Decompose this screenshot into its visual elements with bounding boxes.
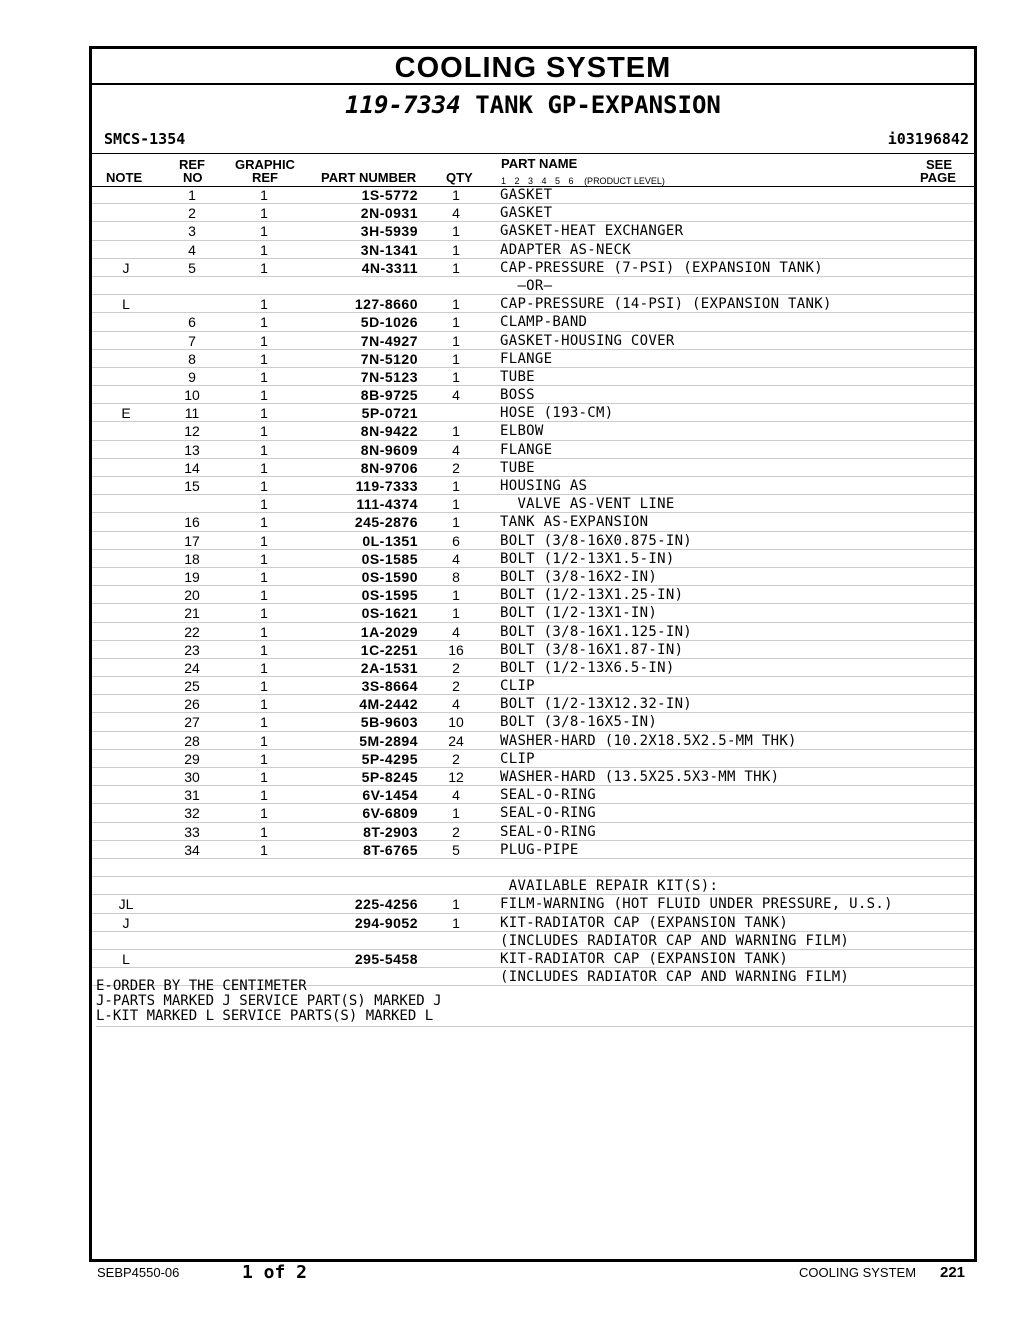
table-row bbox=[92, 568, 974, 586]
row-graphic-ref: 1 bbox=[260, 696, 268, 713]
row-part-number: 4M-2442 bbox=[359, 696, 418, 713]
illustration-id: i03196842 bbox=[887, 130, 969, 148]
row-qty: 1 bbox=[452, 259, 460, 276]
row-part-number: 0S-1585 bbox=[361, 550, 418, 567]
row-qty: 1 bbox=[452, 350, 460, 367]
row-part-name: PLUG-PIPE bbox=[500, 841, 579, 858]
row-part-name: —OR— bbox=[500, 277, 553, 294]
row-ref-no: 22 bbox=[184, 623, 200, 640]
row-part-name: BOLT (3/8-16X5-IN) bbox=[500, 714, 658, 731]
table-row bbox=[92, 623, 974, 641]
row-graphic-ref: 1 bbox=[260, 332, 268, 349]
header-ref-2: NO bbox=[183, 170, 203, 185]
row-ref-no: 8 bbox=[188, 350, 196, 367]
group-name: TANK GP-EXPANSION bbox=[475, 91, 721, 119]
row-ref-no: 25 bbox=[184, 678, 200, 695]
parts-table-body bbox=[92, 186, 974, 986]
row-part-number: 8T-2903 bbox=[363, 823, 418, 840]
table-row bbox=[92, 459, 974, 477]
table-row bbox=[92, 350, 974, 368]
table-row bbox=[92, 950, 974, 968]
row-part-name: CLIP bbox=[500, 750, 535, 767]
row-qty: 4 bbox=[452, 696, 460, 713]
row-ref-no: 2 bbox=[188, 205, 196, 222]
row-part-name: (INCLUDES RADIATOR CAP AND WARNING FILM) bbox=[500, 932, 850, 949]
section-title: COOLING SYSTEM bbox=[92, 49, 974, 85]
row-part-name: TANK AS-EXPANSION bbox=[500, 514, 649, 531]
table-row bbox=[92, 241, 974, 259]
row-qty: 1 bbox=[452, 478, 460, 494]
row-ref-no: 34 bbox=[184, 841, 200, 858]
row-ref-no: 28 bbox=[184, 732, 200, 749]
row-qty: 2 bbox=[452, 823, 460, 840]
row-part-name: FLANGE bbox=[500, 350, 553, 367]
row-part-number: 127-8660 bbox=[354, 296, 418, 313]
row-note: L bbox=[122, 296, 130, 313]
row-graphic-ref: 1 bbox=[260, 550, 268, 567]
table-row bbox=[92, 186, 974, 204]
row-graphic-ref: 1 bbox=[260, 587, 268, 604]
row-part-number: 5D-1026 bbox=[360, 314, 418, 331]
row-part-name: KIT-RADIATOR CAP (EXPANSION TANK) bbox=[500, 914, 789, 931]
row-graphic-ref: 1 bbox=[260, 223, 268, 240]
row-part-number: 5M-2894 bbox=[359, 732, 418, 749]
row-part-name: SEAL-O-RING bbox=[500, 787, 597, 804]
row-graphic-ref: 1 bbox=[260, 714, 268, 731]
row-graphic-ref: 1 bbox=[260, 769, 268, 785]
note-line: E-ORDER BY THE CENTIMETER bbox=[96, 978, 307, 994]
row-graphic-ref: 1 bbox=[260, 641, 268, 658]
row-graphic-ref: 1 bbox=[260, 841, 268, 858]
row-qty: 8 bbox=[452, 568, 460, 585]
header-see-2: PAGE bbox=[920, 170, 956, 185]
row-part-name: WASHER-HARD (13.5X25.5X3-MM THK) bbox=[500, 769, 780, 785]
row-graphic-ref: 1 bbox=[260, 205, 268, 222]
row-graphic-ref: 1 bbox=[260, 568, 268, 585]
row-ref-no: 26 bbox=[184, 696, 200, 713]
table-row bbox=[92, 404, 974, 422]
table-row bbox=[92, 786, 974, 804]
row-note: E bbox=[121, 405, 131, 422]
footer-page-of: 1 of 2 bbox=[242, 1262, 308, 1283]
row-part-number: 119-7333 bbox=[355, 478, 418, 494]
row-ref-no: 31 bbox=[184, 787, 200, 804]
row-ref-no: 4 bbox=[188, 241, 196, 258]
row-note: J bbox=[122, 259, 130, 276]
footer-page-number: 221 bbox=[940, 1264, 966, 1281]
row-part-name: HOSE (193-CM) bbox=[500, 405, 614, 422]
table-row bbox=[92, 895, 974, 913]
table-row bbox=[92, 513, 974, 531]
header-graphic-2: REF bbox=[252, 170, 278, 185]
row-ref-no: 32 bbox=[184, 805, 200, 822]
row-part-number: 8B-9725 bbox=[360, 387, 418, 404]
row-ref-no: 1 bbox=[188, 187, 196, 203]
row-qty: 16 bbox=[448, 641, 464, 658]
table-row bbox=[92, 695, 974, 713]
row-part-number: 5B-9603 bbox=[360, 714, 418, 731]
table-row bbox=[92, 732, 974, 750]
row-qty: 4 bbox=[452, 787, 460, 804]
row-part-name: CLIP bbox=[500, 678, 535, 695]
row-part-number: 3N-1341 bbox=[360, 241, 418, 258]
row-part-name: (INCLUDES RADIATOR CAP AND WARNING FILM) bbox=[500, 969, 850, 986]
note-line: J-PARTS MARKED J SERVICE PART(S) MARKED J bbox=[96, 993, 442, 1009]
row-part-name: GASKET bbox=[500, 205, 553, 222]
row-part-number: 245-2876 bbox=[354, 514, 418, 531]
row-graphic-ref: 1 bbox=[260, 787, 268, 804]
table-row bbox=[92, 386, 974, 404]
smcs-code: SMCS-1354 bbox=[104, 130, 186, 148]
row-graphic-ref: 1 bbox=[260, 350, 268, 367]
table-row bbox=[92, 532, 974, 550]
row-qty: 4 bbox=[452, 550, 460, 567]
row-graphic-ref: 1 bbox=[260, 405, 268, 422]
table-row bbox=[92, 713, 974, 731]
row-part-number: 7N-5120 bbox=[360, 350, 418, 367]
row-part-name: BOLT (1/2-13X1-IN) bbox=[500, 605, 658, 622]
row-graphic-ref: 1 bbox=[260, 805, 268, 822]
row-ref-no: 11 bbox=[184, 405, 200, 422]
header-ref-1: REF bbox=[179, 157, 205, 172]
table-row bbox=[92, 295, 974, 313]
table-row bbox=[92, 768, 974, 786]
row-part-number: 3S-8664 bbox=[361, 678, 418, 695]
table-row bbox=[92, 641, 974, 659]
row-qty: 1 bbox=[452, 223, 460, 240]
row-part-name: GASKET bbox=[500, 187, 553, 203]
table-row bbox=[92, 804, 974, 822]
table-row bbox=[92, 368, 974, 386]
row-ref-no: 27 bbox=[184, 714, 200, 731]
row-part-name: BOLT (3/8-16X0.875-IN) bbox=[500, 532, 693, 549]
row-part-number: 2A-1531 bbox=[360, 659, 418, 676]
row-graphic-ref: 1 bbox=[260, 605, 268, 622]
row-graphic-ref: 1 bbox=[260, 823, 268, 840]
row-part-name: KIT-RADIATOR CAP (EXPANSION TANK) bbox=[500, 950, 789, 967]
row-qty: 1 bbox=[452, 332, 460, 349]
row-part-number: 6V-6809 bbox=[362, 805, 418, 822]
row-ref-no: 9 bbox=[188, 368, 196, 385]
row-qty: 1 bbox=[452, 605, 460, 622]
row-qty: 1 bbox=[452, 896, 460, 913]
row-part-name: WASHER-HARD (10.2X18.5X2.5-MM THK) bbox=[500, 732, 797, 749]
row-part-number: 0L-1351 bbox=[362, 532, 418, 549]
row-part-name: FILM-WARNING (HOT FLUID UNDER PRESSURE, U.S.) bbox=[500, 896, 893, 913]
row-graphic-ref: 1 bbox=[260, 732, 268, 749]
row-graphic-ref: 1 bbox=[260, 296, 268, 313]
table-row bbox=[92, 277, 974, 295]
row-qty: 1 bbox=[452, 241, 460, 258]
row-part-number: 0S-1590 bbox=[361, 568, 418, 585]
row-ref-no: 3 bbox=[188, 223, 196, 240]
row-part-name: TUBE bbox=[500, 368, 535, 385]
row-part-name: ELBOW bbox=[500, 423, 544, 440]
row-qty: 6 bbox=[452, 532, 460, 549]
row-part-number: 8N-9609 bbox=[360, 441, 418, 458]
row-qty: 12 bbox=[448, 769, 464, 785]
row-part-name: CAP-PRESSURE (14-PSI) (EXPANSION TANK) bbox=[500, 296, 832, 313]
row-ref-no: 6 bbox=[188, 314, 196, 331]
row-part-name: BOLT (1/2-13X12.32-IN) bbox=[500, 696, 693, 713]
table-header bbox=[92, 153, 974, 187]
row-part-number: 1C-2251 bbox=[360, 641, 418, 658]
row-part-number: 1A-2029 bbox=[360, 623, 418, 640]
table-row bbox=[92, 750, 974, 768]
row-part-number: 2N-0931 bbox=[360, 205, 418, 222]
table-row bbox=[92, 550, 974, 568]
row-qty: 2 bbox=[452, 750, 460, 767]
row-qty: 1 bbox=[452, 914, 460, 931]
table-row bbox=[92, 495, 974, 513]
header-graphic-1: GRAPHIC bbox=[235, 157, 295, 172]
row-part-number: 0S-1621 bbox=[361, 605, 418, 622]
table-row bbox=[92, 841, 974, 859]
row-graphic-ref: 1 bbox=[260, 459, 268, 476]
row-part-name: BOLT (3/8-16X1.125-IN) bbox=[500, 623, 693, 640]
row-part-name: BOLT (3/8-16X2-IN) bbox=[500, 568, 658, 585]
group-title bbox=[92, 91, 974, 119]
row-part-name: CLAMP-BAND bbox=[500, 314, 588, 331]
row-graphic-ref: 1 bbox=[260, 514, 268, 531]
row-part-number: 294-9052 bbox=[354, 914, 418, 931]
row-part-name: FLANGE bbox=[500, 441, 553, 458]
row-graphic-ref: 1 bbox=[260, 423, 268, 440]
row-ref-no: 30 bbox=[184, 769, 200, 785]
table-row bbox=[92, 259, 974, 277]
row-qty: 2 bbox=[452, 659, 460, 676]
row-ref-no: 16 bbox=[184, 514, 200, 531]
row-qty: 24 bbox=[448, 732, 464, 749]
note-line: L-KIT MARKED L SERVICE PARTS(S) MARKED L bbox=[96, 1008, 434, 1024]
row-graphic-ref: 1 bbox=[260, 259, 268, 276]
header-part-name: PART NAME bbox=[501, 156, 578, 171]
row-ref-no: 12 bbox=[184, 423, 200, 440]
row-part-number: 5P-8245 bbox=[361, 769, 418, 785]
table-row bbox=[92, 422, 974, 440]
table-row bbox=[92, 204, 974, 222]
row-qty: 1 bbox=[452, 296, 460, 313]
row-ref-no: 33 bbox=[184, 823, 200, 840]
row-part-name: AVAILABLE REPAIR KIT(S): bbox=[500, 878, 719, 895]
row-qty: 10 bbox=[448, 714, 464, 731]
row-ref-no: 13 bbox=[184, 441, 200, 458]
header-see-1: SEE bbox=[926, 157, 953, 172]
row-part-number: 8N-9706 bbox=[360, 459, 418, 476]
header-part-number: PART NUMBER bbox=[321, 170, 417, 185]
row-part-number: 6V-1454 bbox=[362, 787, 418, 804]
table-row bbox=[92, 604, 974, 622]
table-row bbox=[92, 441, 974, 459]
table-row bbox=[92, 877, 974, 895]
table-row bbox=[92, 313, 974, 331]
row-qty: 4 bbox=[452, 387, 460, 404]
row-ref-no: 29 bbox=[184, 750, 200, 767]
row-part-number: 0S-1595 bbox=[361, 587, 418, 604]
product-level-label: (PRODUCT LEVEL) bbox=[584, 176, 665, 186]
row-qty: 1 bbox=[452, 314, 460, 331]
row-part-name: SEAL-O-RING bbox=[500, 823, 597, 840]
row-graphic-ref: 1 bbox=[260, 623, 268, 640]
row-part-name: BOLT (3/8-16X1.87-IN) bbox=[500, 641, 684, 658]
row-qty: 1 bbox=[452, 514, 460, 531]
row-part-number: 1S-5772 bbox=[361, 187, 418, 203]
row-part-number: 8N-9422 bbox=[360, 423, 418, 440]
row-part-number: 5P-4295 bbox=[361, 750, 418, 767]
table-row bbox=[92, 477, 974, 495]
row-graphic-ref: 1 bbox=[260, 314, 268, 331]
row-part-name: CAP-PRESSURE (7-PSI) (EXPANSION TANK) bbox=[500, 259, 823, 276]
row-part-name: BOLT (1/2-13X1.25-IN) bbox=[500, 587, 684, 604]
row-part-name: VALVE AS-VENT LINE bbox=[500, 496, 675, 513]
row-graphic-ref: 1 bbox=[260, 532, 268, 549]
row-qty: 2 bbox=[452, 459, 460, 476]
row-ref-no: 19 bbox=[184, 568, 200, 585]
row-part-name: GASKET-HOUSING COVER bbox=[500, 332, 675, 349]
row-ref-no: 7 bbox=[188, 332, 196, 349]
row-part-number: 295-5458 bbox=[354, 950, 418, 967]
table-row bbox=[92, 677, 974, 695]
row-note: L bbox=[122, 950, 130, 967]
row-qty: 4 bbox=[452, 441, 460, 458]
row-qty: 4 bbox=[452, 205, 460, 222]
table-row bbox=[92, 859, 974, 877]
row-part-number: 5P-0721 bbox=[361, 405, 418, 422]
row-graphic-ref: 1 bbox=[260, 678, 268, 695]
row-graphic-ref: 1 bbox=[260, 387, 268, 404]
table-row bbox=[92, 586, 974, 604]
row-part-number: 3H-5939 bbox=[360, 223, 418, 240]
table-row bbox=[92, 222, 974, 240]
table-row bbox=[92, 914, 974, 932]
row-part-name: BOSS bbox=[500, 387, 535, 404]
row-ref-no: 14 bbox=[184, 459, 200, 476]
row-qty: 1 bbox=[452, 423, 460, 440]
row-graphic-ref: 1 bbox=[260, 659, 268, 676]
row-ref-no: 17 bbox=[184, 532, 200, 549]
row-graphic-ref: 1 bbox=[260, 441, 268, 458]
table-row bbox=[92, 332, 974, 350]
row-qty: 5 bbox=[452, 841, 460, 858]
row-graphic-ref: 1 bbox=[260, 478, 268, 494]
row-graphic-ref: 1 bbox=[260, 187, 268, 203]
row-ref-no: 24 bbox=[184, 659, 200, 676]
row-part-number: 7N-5123 bbox=[360, 368, 418, 385]
row-part-number: 8T-6765 bbox=[363, 841, 418, 858]
row-ref-no: 15 bbox=[184, 478, 200, 494]
row-note: J bbox=[122, 914, 130, 931]
footer-doc-number: SEBP4550-06 bbox=[97, 1265, 180, 1280]
row-ref-no: 23 bbox=[184, 641, 200, 658]
row-note: JL bbox=[118, 896, 134, 913]
row-qty: 4 bbox=[452, 623, 460, 640]
row-part-number: 111-4374 bbox=[356, 496, 418, 513]
header-note: NOTE bbox=[106, 170, 143, 185]
row-part-name: ADAPTER AS-NECK bbox=[500, 241, 631, 258]
row-graphic-ref: 1 bbox=[260, 368, 268, 385]
table-row bbox=[92, 659, 974, 677]
row-part-name: HOUSING AS bbox=[500, 478, 588, 494]
row-graphic-ref: 1 bbox=[260, 496, 268, 513]
row-qty: 1 bbox=[452, 368, 460, 385]
row-part-name: BOLT (1/2-13X1.5-IN) bbox=[500, 550, 675, 567]
notes-block bbox=[96, 979, 974, 1027]
row-part-name: BOLT (1/2-13X6.5-IN) bbox=[500, 659, 675, 676]
group-number: 119-7334 bbox=[345, 91, 461, 119]
table-row bbox=[92, 823, 974, 841]
row-graphic-ref: 1 bbox=[260, 241, 268, 258]
parts-page-frame bbox=[89, 46, 977, 1262]
row-qty: 2 bbox=[452, 678, 460, 695]
row-ref-no: 10 bbox=[184, 387, 200, 404]
row-qty: 1 bbox=[452, 805, 460, 822]
row-ref-no: 5 bbox=[188, 259, 196, 276]
row-part-number: 4N-3311 bbox=[361, 259, 418, 276]
row-part-number: 225-4256 bbox=[354, 896, 418, 913]
row-qty: 1 bbox=[452, 587, 460, 604]
table-row bbox=[92, 932, 974, 950]
row-part-name: SEAL-O-RING bbox=[500, 805, 597, 822]
row-part-name: GASKET-HEAT EXCHANGER bbox=[500, 223, 684, 240]
row-qty: 1 bbox=[452, 496, 460, 513]
row-qty: 1 bbox=[452, 187, 460, 203]
row-part-name: TUBE bbox=[500, 459, 535, 476]
row-ref-no: 20 bbox=[184, 587, 200, 604]
footer-section: COOLING SYSTEM bbox=[799, 1265, 917, 1280]
row-part-number: 7N-4927 bbox=[360, 332, 418, 349]
header-qty: QTY bbox=[446, 170, 473, 185]
row-ref-no: 18 bbox=[184, 550, 200, 567]
row-graphic-ref: 1 bbox=[260, 750, 268, 767]
product-level-numbers: 1 2 3 4 5 6 bbox=[501, 176, 574, 186]
row-ref-no: 21 bbox=[184, 605, 200, 622]
